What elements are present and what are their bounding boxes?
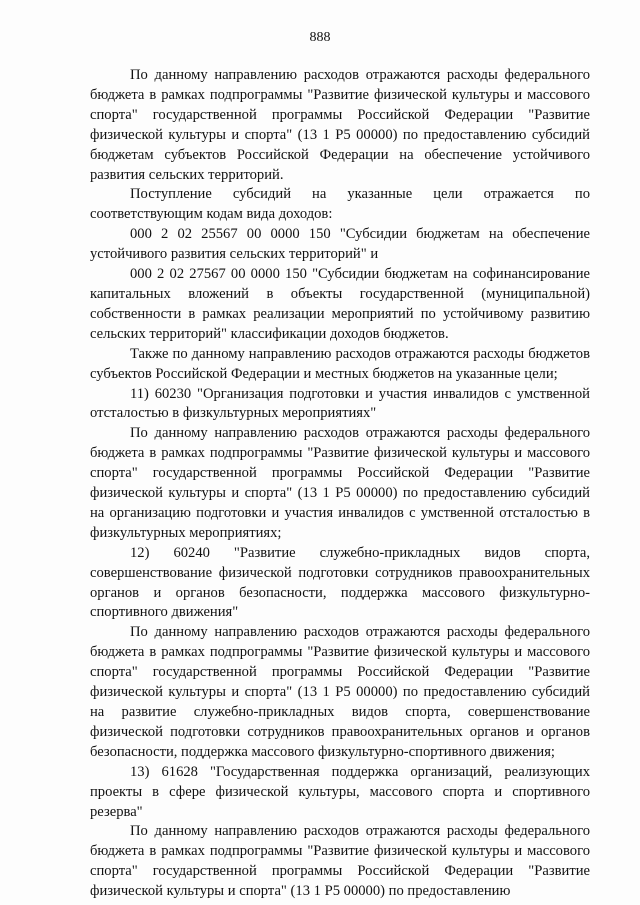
page-number: 888 [309, 30, 331, 45]
paragraph: 000 2 02 25567 00 0000 150 "Субсидии бюджетам на обеспечение устойчивого развития сельских территорий" и [90, 226, 590, 263]
paragraph: Также по данному направлению расходов отражаются расходы бюджетов субъектов Российской Федерации и местных бюджетов на указанные цели; [90, 345, 590, 382]
paragraph: 12) 60240 "Развитие служебно-прикладных видов спорта, совершенствование физической подготовки сотрудников правоохранительных органов и органов безопасности, поддержка массового физкультурно-спортивного движения" [90, 544, 590, 621]
paragraph: По данному направлению расходов отражаются расходы федерального бюджета в рамках подпрограммы "Развитие физической культуры и массового спорта" государственной программы Российской Федерации "Развитие физической культуры и спорта" (13 1 P5 00000) по предоставлению [90, 823, 590, 900]
paragraph: По данному направлению расходов отражаются расходы федерального бюджета в рамках подпрограммы "Развитие физической культуры и массового спорта" государственной программы Российской Федерации "Развитие физической культуры и спорта" (13 1 P5 00000) по предоставлению субсидий на организацию подготовки и участия инвалидов с умственной отсталостью в физкультурных мероприятиях; [90, 425, 590, 541]
paragraph: 13) 61628 "Государственная поддержка организаций, реализующих проекты в сфере физической культуры, массового спорта и спортивного резерва" [90, 763, 590, 820]
document-body [90, 66, 590, 902]
paragraph: По данному направлению расходов отражаются расходы федерального бюджета в рамках подпрограммы "Развитие физической культуры и массового спорта" государственной программы Российской Федерации "Развитие физической культуры и спорта" (13 1 P5 00000) по предоставлению субсидий бюджетам субъектов Российской Федерации на обеспечение устойчивого развития сельских территорий. [90, 67, 590, 183]
paragraph: По данному направлению расходов отражаются расходы федерального бюджета в рамках подпрограммы "Развитие физической культуры и массового спорта" государственной программы Российской Федерации "Развитие физической культуры и спорта" (13 1 P5 00000) по предоставлению субсидий на развитие служебно-прикладных видов спорта, совершенствование физической подготовки сотрудников правоохранительных органов и органов безопасности, поддержка массового физкультурно-спортивного движения; [90, 624, 590, 760]
paragraph: Поступление субсидий на указанные цели отражается по соответствующим кодам вида доходов: [90, 186, 590, 223]
paragraph: 11) 60230 "Организация подготовки и участия инвалидов с умственной отсталостью в физкультурных мероприятиях" [90, 385, 590, 422]
paragraph: 000 2 02 27567 00 0000 150 "Субсидии бюджетам на софинансирование капитальных вложений в объекты государственной (муниципальной) собственности в рамках реализации мероприятий по устойчивому развитию сельских территорий" классификации доходов бюджетов. [90, 266, 590, 342]
